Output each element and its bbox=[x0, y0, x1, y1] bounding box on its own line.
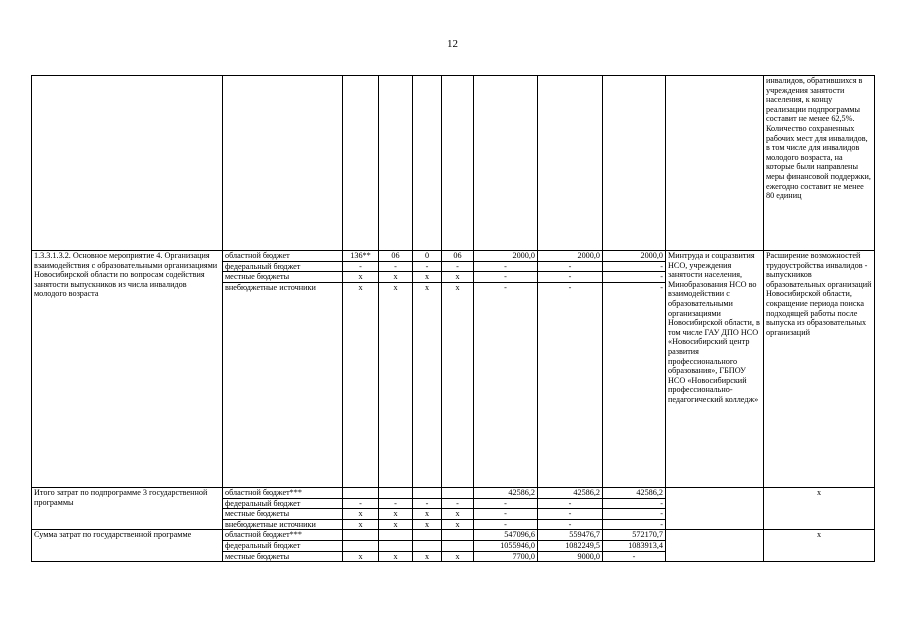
program-value-year2: 559476,7 bbox=[538, 530, 603, 541]
program-value-year1: 1055946,0 bbox=[474, 540, 538, 551]
program-value-year3: - bbox=[603, 551, 666, 562]
subprogram-code-item: - bbox=[442, 498, 474, 509]
activity-value-year1: - bbox=[474, 282, 538, 487]
program-source: местные бюджеты bbox=[223, 551, 343, 562]
activity-code-pp: - bbox=[379, 261, 413, 272]
subprogram-value-year2: - bbox=[538, 519, 603, 530]
program-total-row bbox=[32, 530, 875, 541]
program-code-item bbox=[442, 540, 474, 551]
subprogram-value-year3: - bbox=[603, 519, 666, 530]
subprogram-code-om bbox=[413, 488, 442, 499]
activity-source: областной бюджет bbox=[223, 251, 343, 262]
activity-name: 1.3.3.1.3.2. Основное мероприятие 4. Организация взаимодействия с образовательными организациями Новосибирской области по вопросам содействия занятости выпускников из числа инвалидов молодого возраста bbox=[32, 251, 223, 488]
program-value-year2: 9000,0 bbox=[538, 551, 603, 562]
subprogram-source: местные бюджеты bbox=[223, 509, 343, 520]
program-source: областной бюджет*** bbox=[223, 530, 343, 541]
subprogram-code-gp: - bbox=[343, 498, 379, 509]
program-value-year3: 572170,7 bbox=[603, 530, 666, 541]
program-code-gp: х bbox=[343, 551, 379, 562]
activity-code-om: - bbox=[413, 261, 442, 272]
subprogram-result: х bbox=[764, 488, 875, 530]
subprogram-value-year1: - bbox=[474, 498, 538, 509]
subprogram-code-item: х bbox=[442, 519, 474, 530]
activity-code-item: х bbox=[442, 282, 474, 487]
subprogram-value-year2: - bbox=[538, 498, 603, 509]
subprogram-code-gp: х bbox=[343, 519, 379, 530]
subprogram-code-om: х bbox=[413, 519, 442, 530]
activity-code-pp: х bbox=[379, 272, 413, 283]
activity-executor: Минтруда и соцразвития НСО, учреждения занятости населения, Минобразования НСО во взаимодействии с образовательными организациями Новосибирской области, в том числе ГАУ ДПО НСО «Новосибирский центр развития профессионального образования», ГБПОУ НСО «Новосибирский профессионально-педагогический колледж» bbox=[666, 251, 764, 488]
program-result: х bbox=[764, 530, 875, 562]
program-value-year3: 1083913,4 bbox=[603, 540, 666, 551]
subprogram-value-year2: - bbox=[538, 509, 603, 520]
activity-value-year1: 2000,0 bbox=[474, 251, 538, 262]
subprogram-code-gp bbox=[343, 488, 379, 499]
subprogram-code-pp: х bbox=[379, 509, 413, 520]
activity-code-item: 06 bbox=[442, 251, 474, 262]
subprogram-value-year1: - bbox=[474, 509, 538, 520]
program-value-year1: 547096,6 bbox=[474, 530, 538, 541]
activity-source: федеральный бюджет bbox=[223, 261, 343, 272]
activity-source: местные бюджеты bbox=[223, 272, 343, 283]
subprogram-code-pp bbox=[379, 488, 413, 499]
program-code-om bbox=[413, 540, 442, 551]
continuation-result-cell: инвалидов, обратившихся в учреждения занятости населения, к концу реализации подпрограммы составит не менее 62,5%. Количество сохраненных рабочих мест для инвалидов, в том числе для инвалидов молодого возраста, на которые были направлены меры финансовой поддержки, ежегодно составит не менее 80 единиц bbox=[764, 76, 875, 251]
subprogram-code-item bbox=[442, 488, 474, 499]
program-code-om: х bbox=[413, 551, 442, 562]
activity-code-item: - bbox=[442, 261, 474, 272]
activity-code-pp: 06 bbox=[379, 251, 413, 262]
program-total-name: Сумма затрат по государственной программе bbox=[32, 530, 223, 562]
program-code-pp: х bbox=[379, 551, 413, 562]
activity-row bbox=[32, 251, 875, 262]
activity-code-om: х bbox=[413, 282, 442, 487]
subprogram-source: федеральный бюджет bbox=[223, 498, 343, 509]
program-code-gp bbox=[343, 530, 379, 541]
subprogram-source: областной бюджет*** bbox=[223, 488, 343, 499]
subprogram-code-pp: х bbox=[379, 519, 413, 530]
continuation-row bbox=[32, 76, 875, 251]
activity-value-year3: - bbox=[603, 272, 666, 283]
program-code-gp bbox=[343, 540, 379, 551]
activity-result: Расширение возможностей трудоустройства инвалидов - выпускников образовательных организаций Новосибирской области, сокращение периода поиска подходящей работы после выпуска из образовательных организаций bbox=[764, 251, 875, 488]
program-code-pp bbox=[379, 530, 413, 541]
activity-code-gp: х bbox=[343, 282, 379, 487]
activity-value-year1: - bbox=[474, 272, 538, 283]
program-source: федеральный бюджет bbox=[223, 540, 343, 551]
activity-source: внебюджетные источники bbox=[223, 282, 343, 487]
subprogram-code-om: - bbox=[413, 498, 442, 509]
program-table bbox=[31, 75, 875, 562]
activity-value-year2: 2000,0 bbox=[538, 251, 603, 262]
activity-code-gp: 136** bbox=[343, 251, 379, 262]
activity-value-year1: - bbox=[474, 261, 538, 272]
activity-code-om: 0 bbox=[413, 251, 442, 262]
subprogram-total-row bbox=[32, 488, 875, 499]
subprogram-value-year1: - bbox=[474, 519, 538, 530]
activity-code-gp: х bbox=[343, 272, 379, 283]
subprogram-source: внебюджетные источники bbox=[223, 519, 343, 530]
subprogram-total-name: Итого затрат по подпрограмме 3 государственной программы bbox=[32, 488, 223, 530]
subprogram-code-pp: - bbox=[379, 498, 413, 509]
activity-code-om: х bbox=[413, 272, 442, 283]
activity-value-year2: - bbox=[538, 261, 603, 272]
subprogram-value-year3: 42586,2 bbox=[603, 488, 666, 499]
program-code-item bbox=[442, 530, 474, 541]
subprogram-code-om: х bbox=[413, 509, 442, 520]
program-code-om bbox=[413, 530, 442, 541]
page-number: 12 bbox=[447, 38, 458, 50]
subprogram-executor bbox=[666, 488, 764, 530]
activity-value-year2: - bbox=[538, 272, 603, 283]
program-code-pp bbox=[379, 540, 413, 551]
activity-value-year3: 2000,0 bbox=[603, 251, 666, 262]
activity-value-year3: - bbox=[603, 282, 666, 487]
activity-code-item: х bbox=[442, 272, 474, 283]
subprogram-value-year2: 42586,2 bbox=[538, 488, 603, 499]
program-code-item: х bbox=[442, 551, 474, 562]
subprogram-value-year1: 42586,2 bbox=[474, 488, 538, 499]
activity-value-year2: - bbox=[538, 282, 603, 487]
activity-code-pp: х bbox=[379, 282, 413, 487]
program-executor bbox=[666, 530, 764, 562]
program-value-year1: 7700,0 bbox=[474, 551, 538, 562]
activity-value-year3: - bbox=[603, 261, 666, 272]
activity-code-gp: - bbox=[343, 261, 379, 272]
subprogram-value-year3: - bbox=[603, 498, 666, 509]
subprogram-value-year3: - bbox=[603, 509, 666, 520]
subprogram-code-item: х bbox=[442, 509, 474, 520]
program-value-year2: 1082249,5 bbox=[538, 540, 603, 551]
subprogram-code-gp: х bbox=[343, 509, 379, 520]
